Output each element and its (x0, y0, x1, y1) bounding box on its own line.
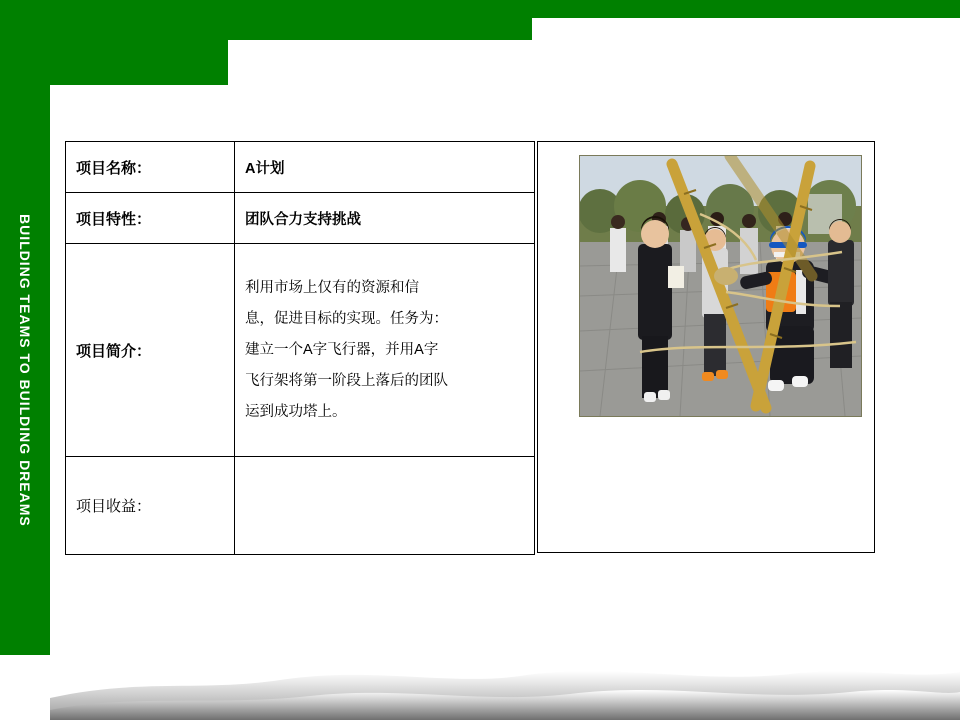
intro-line: 运到成功塔上。 (245, 403, 347, 420)
row-value-project-feature: 团队合力支持挑战 (235, 193, 535, 244)
table-row (66, 457, 535, 555)
intro-line: 利用市场上仅有的资源和信 (245, 279, 419, 296)
row-label-project-benefit: 项目收益： (66, 457, 235, 555)
team-building-photo (579, 155, 862, 417)
row-value-project-intro (235, 244, 535, 457)
photo-panel (537, 141, 875, 553)
intro-line: 息，促进目标的实现。任务为： (245, 310, 448, 327)
row-value-project-benefit (235, 457, 535, 555)
table-row (66, 244, 535, 457)
left-green-block (0, 40, 228, 85)
header-green-band (0, 0, 532, 40)
mist-graphic (50, 640, 960, 720)
table-row (66, 142, 535, 193)
row-label-project-name: 项目名称： (66, 142, 235, 193)
intro-line: 飞行架将第一阶段上落后的团队 (245, 372, 448, 389)
header-green-band-right (532, 0, 960, 18)
row-label-project-intro: 项目简介： (66, 244, 235, 457)
row-label-project-feature: 项目特性： (66, 193, 235, 244)
sidebar-slogan-text: BUILDING TEAMS TO BUILDING DREAMS (17, 213, 33, 527)
intro-line: 建立一个A字飞行器，并用A字 (245, 341, 439, 358)
table-row (66, 193, 535, 244)
sidebar-slogan (0, 85, 50, 655)
project-info-table (65, 141, 535, 555)
row-value-project-name: A计划 (235, 142, 535, 193)
